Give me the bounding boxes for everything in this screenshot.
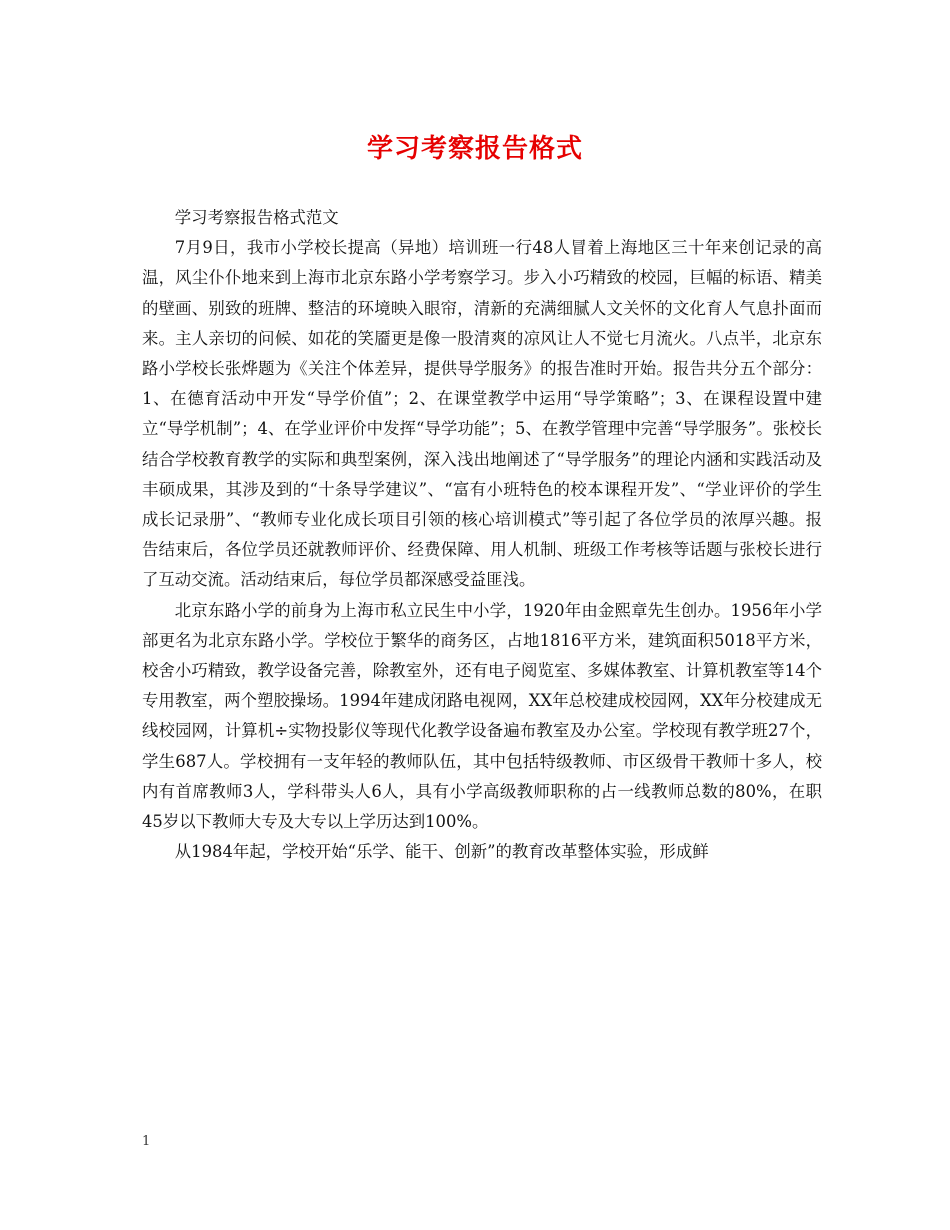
document-title: 学习考察报告格式: [366, 134, 583, 164]
document-body: [142, 203, 822, 867]
paragraph: 北京东路小学的前身为上海市私立民生中小学，1920年由金熙章先生创办。1956年小学部更名为北京东路小学。学校位于繁华的商务区，占地1816平方米，建筑面积5018平方米，校舍小巧精致，教学设备完善，除教室外，还有电子阅览室、多媒体教室、计算机教室等14个专用教室，两个塑胶操场。1994年建成闭路电视网，XX年总校建成校园网，XX年分校建成无线校园网，计算机÷实物投影仪等现代化教学设备遍布教室及办公室。学校现有教学班27个，学生687人。学校拥有一支年轻的教师队伍，其中包括特级教师、市区级骨干教师十多人，校内有首席教师3人，学科带头人6人，具有小学高级教师职称的占一线教师总数的80%，在职45岁以下教师大专及大专以上学历达到100%。: [142, 600, 822, 832]
page-number: 1: [142, 1134, 151, 1149]
paragraph: 从1984年起，学校开始“乐学、能干、创新”的教育改革整体实验，形成鲜: [174, 842, 709, 862]
paragraph: 7月9日，我市小学校长提高（异地）培训班一行48人冒着上海地区三十年来创记录的高温，风尘仆仆地来到上海市北京东路小学考察学习。步入小巧精致的校园，巨幅的标语、精美的壁画、别致的班牌、整洁的环境映入眼帘，清新的充满细腻人文关怀的文化育人气息扑面而来。主人亲切的问候、如花的笑靥更是像一股清爽的凉风让人不觉七月流火。八点半，北京东路小学校长张烨题为《关注个体差异，提供导学服务》的报告准时开始。报告共分五个部分：1、在德育活动中开发“导学价值”；2、在课堂教学中运用“导学策略”；3、在课程设置中建立“导学机制”；4、在学业评价中发挥“导学功能”；5、在教学管理中完善“导学服务”。张校长结合学校教育教学的实际和典型案例，深入浅出地阐述了“导学服务”的理论内涵和实践活动及丰硕成果，其涉及到的“十条导学建议”、“富有小班特色的校本课程开发”、“学业评价的学生成长记录册”、“教师专业化成长项目引领的核心培训模式”等引起了各位学员的浓厚兴趣。报告结束后，各位学员还就教师评价、经费保障、用人机制、班级工作考核等话题与张校长进行了互动交流。活动结束后，每位学员都深感受益匪浅。: [142, 238, 822, 590]
paragraph-subtitle: 学习考察报告格式范文: [174, 208, 339, 227]
